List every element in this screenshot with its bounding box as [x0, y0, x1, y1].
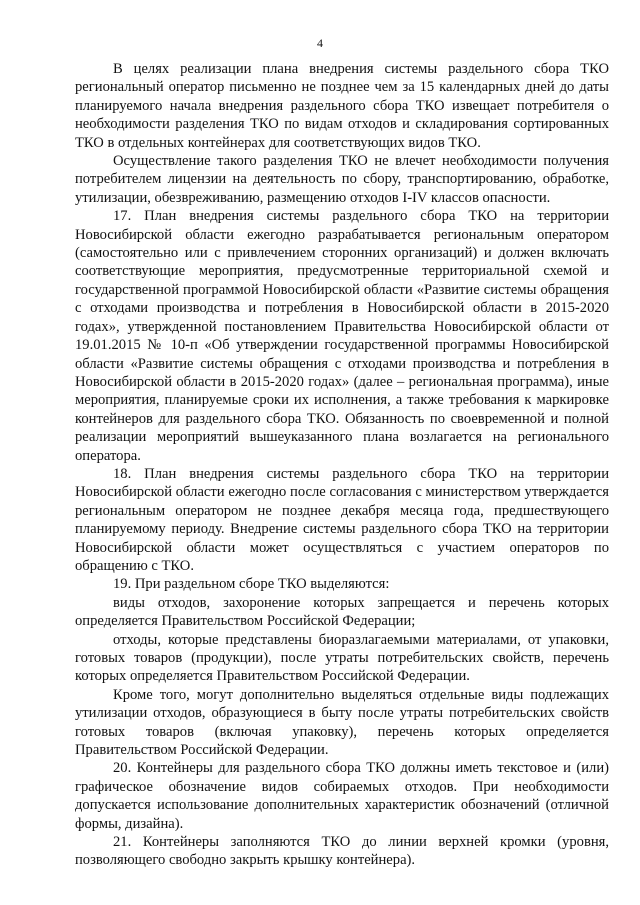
paragraph-item-19-list-2: отходы, которые представлены биоразлагаемыми материалами, от упаковки, готовых товаров (продукции), после утраты потребительских свойств, перечень которых определяется Правительством Российской Федерации.	[75, 631, 609, 685]
paragraph-item-19-additional: Кроме того, могут дополнительно выделяться отдельные виды подлежащих утилизации отходов, образующиеся в быту после утраты потребительских свойств готовых товаров (включая упаковку), перечень которых определяется Правительством Российской Федерации.	[75, 686, 609, 759]
paragraph-item-19: 19. При раздельном сборе ТКО выделяются:	[113, 576, 390, 593]
document-body	[75, 60, 609, 870]
paragraph-no-license: Осуществление такого разделения ТКО не влечет необходимости получения потребителем лицензии на деятельность по сбору, транспортированию, обработке, утилизации, обезвреживанию, размещению отходов I-IV классов опасности.	[75, 153, 609, 206]
paragraph-item-17: 17. План внедрения системы раздельного сбора ТКО на территории Новосибирской области ежегодно разрабатывается региональным оператором (самостоятельно или с привлечением сторонних организаций) и должен включать соответствующие мероприятия, предусмотренные территориальной схемой и государственной программой Новосибирской области «Развитие системы обращения с отходами производства и потребления в Новосибирской области в 2015-2020 годах», утвержденной постановлением Правительства Новосибирской области от 19.01.2015 № 10-п «Об утверждении государственной программы Новосибирской области «Развитие системы обращения с отходами производства и потребления в Новосибирской области в 2015-2020 годах» (далее – региональная программа), иные мероприятия, планируемые сроки их исполнения, а также требования к маркировке контейнеров для раздельного сбора ТКО. Обязанность по своевременной и полной реализации мероприятий вышеуказанного плана возлагается на регионального оператора.	[75, 208, 609, 464]
paragraph-item-19-list-1: виды отходов, захоронение которых запрещается и перечень которых определяется Правительством Российской Федерации;	[75, 594, 609, 630]
paragraph-item-18: 18. План внедрения системы раздельного сбора ТКО на территории Новосибирской области ежегодно после согласования с министерством утверждается региональным оператором не позднее декабря месяца года, предшествующего планируемому периоду. Внедрение системы раздельного сбора ТКО на территории Новосибирской области может осуществляться с участием операторов по обращению с ТКО.	[75, 465, 609, 574]
page-number: 4	[317, 36, 323, 50]
paragraph-item-21: 21. Контейнеры заполняются ТКО до линии верхней кромки (уровня, позволяющего свободно закрыть крышку контейнера).	[75, 834, 609, 869]
paragraph-notification: В целях реализации плана внедрения системы раздельного сбора ТКО региональный оператор письменно не позднее чем за 15 календарных дней до даты планируемого начала внедрения раздельного сбора ТКО извещает потребителя о необходимости разделения ТКО по видам отходов и складирования сортированных ТКО в отдельных контейнерах для соответствующих видов ТКО.	[75, 61, 609, 151]
paragraph-item-20: 20. Контейнеры для раздельного сбора ТКО должны иметь текстовое и (или) графическое обозначение видов собираемых отходов. При необходимости допускается использование дополнительных характеристик обозначений (отличной формы, дизайна).	[75, 760, 609, 832]
